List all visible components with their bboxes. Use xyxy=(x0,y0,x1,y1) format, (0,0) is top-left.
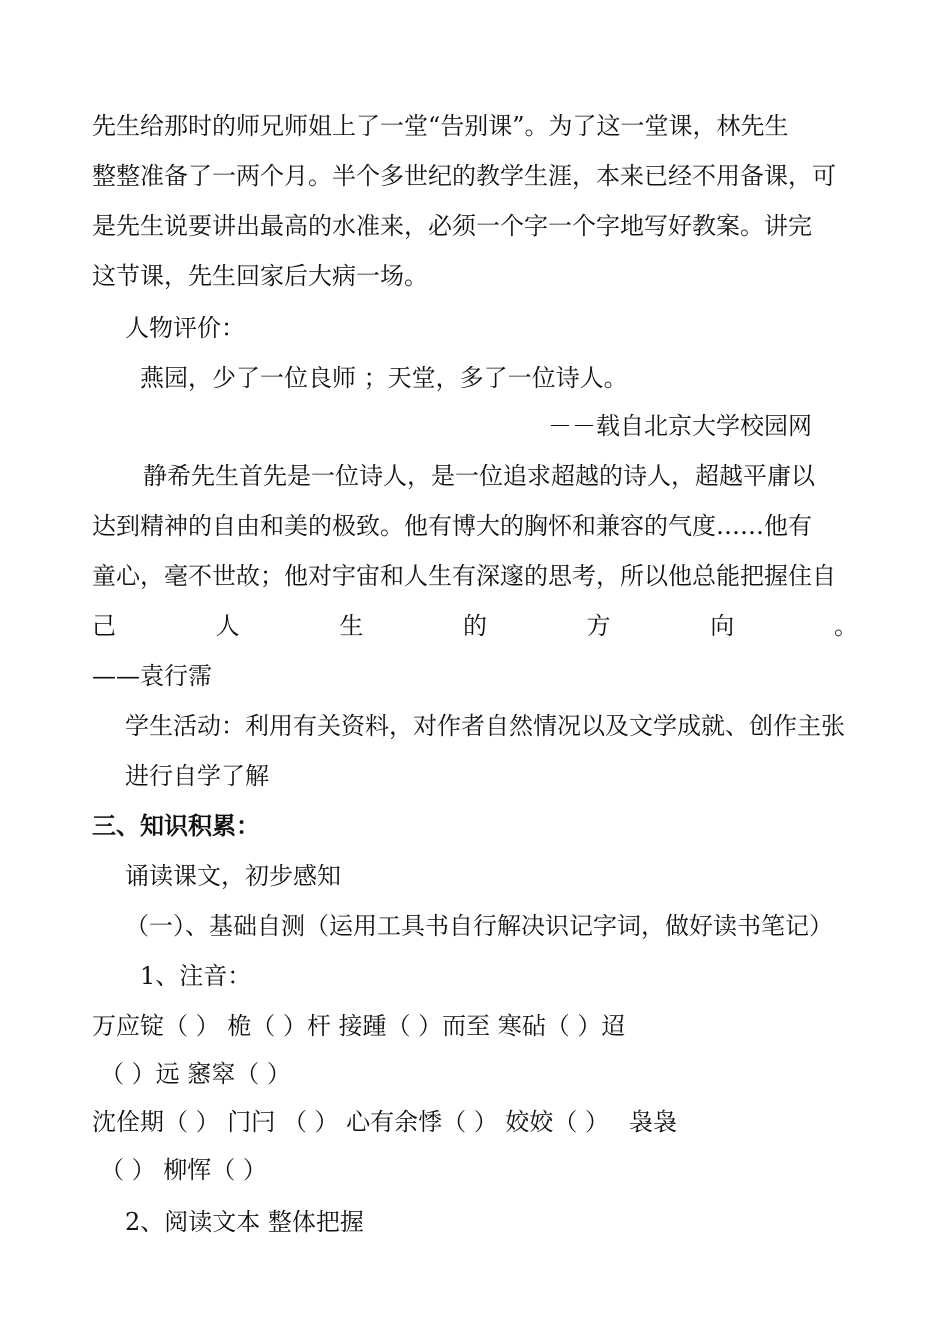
paragraph-line: 达到精神的自由和美的极致。他有博大的胸怀和兼容的气度……他有 xyxy=(92,512,812,540)
spread-char: 方 xyxy=(586,612,611,640)
spread-char: 己 xyxy=(92,612,116,640)
quote-source: －－载自北京大学校园网 xyxy=(548,412,812,440)
spread-char: 。 xyxy=(833,612,858,640)
pinyin-line: 万应锭（ ） 桅（ ）杆 接踵（ ）而至 寒砧（ ）迢 xyxy=(92,1012,626,1040)
item-heading: 2、阅读文本 整体把握 xyxy=(125,1208,364,1236)
quote-line: 燕园，少了一位良师 ；天堂，多了一位诗人。 xyxy=(140,364,628,392)
author-attribution: ——袁行霈 xyxy=(92,662,212,690)
item-heading: 1、注音： xyxy=(140,962,252,990)
spread-line xyxy=(92,610,858,642)
paragraph-line: 整整准备了一两个月。半个多世纪的教学生涯，本来已经不用备课，可 xyxy=(92,162,836,190)
paragraph-line: 这节课，先生回家后大病一场。 xyxy=(92,262,428,290)
paragraph-line: 静希先生首先是一位诗人，是一位追求超越的诗人，超越平庸以 xyxy=(143,462,815,490)
emphasis-char: 恽 xyxy=(187,1156,212,1184)
spread-char: 人 xyxy=(215,612,240,640)
pinyin-line xyxy=(92,1106,862,1138)
section-heading: 三、知识积累： xyxy=(92,811,260,840)
pinyin-text: 沈 xyxy=(92,1108,116,1136)
emphasis-char: 袅 xyxy=(653,1108,678,1136)
paragraph-line: 先生给那时的师兄师姐上了一堂“告别课”。为了这一堂课，林先生 xyxy=(92,112,789,140)
emphasis-char: 袅 xyxy=(629,1108,654,1136)
paragraph-line: 是先生说要讲出最高的水准来，必须一个字一个字地写好教案。讲完 xyxy=(92,212,812,240)
spread-char: 生 xyxy=(339,612,364,640)
spread-char: 的 xyxy=(462,612,487,640)
pinyin-text: （ ） xyxy=(211,1156,267,1184)
activity-line: 进行自学了解 xyxy=(125,762,269,790)
reading-intro: 诵读课文，初步感知 xyxy=(125,862,341,890)
pinyin-text: 期（ ） 门闩 （ ） 心有余悸（ ） 姣姣（ ） xyxy=(140,1108,610,1136)
spread-char: 向 xyxy=(710,612,735,640)
pinyin-line: （ ）远 窸窣（ ） xyxy=(100,1060,291,1088)
activity-line: 学生活动：利用有关资料，对作者自然情况以及文学成就、创作主张 xyxy=(125,712,845,740)
evaluation-label: 人物评价： xyxy=(125,314,245,342)
subsection-heading: （一）、基础自测（运用工具书自行解决识记字词，做好读书笔记） xyxy=(125,912,833,940)
emphasis-char: 佺 xyxy=(116,1108,140,1136)
paragraph-line: 童心，毫不世故；他对宇宙和人生有深邃的思考，所以他总能把握住自 xyxy=(92,562,836,590)
pinyin-line xyxy=(100,1154,866,1186)
pinyin-text: （ ） 柳 xyxy=(100,1156,188,1184)
